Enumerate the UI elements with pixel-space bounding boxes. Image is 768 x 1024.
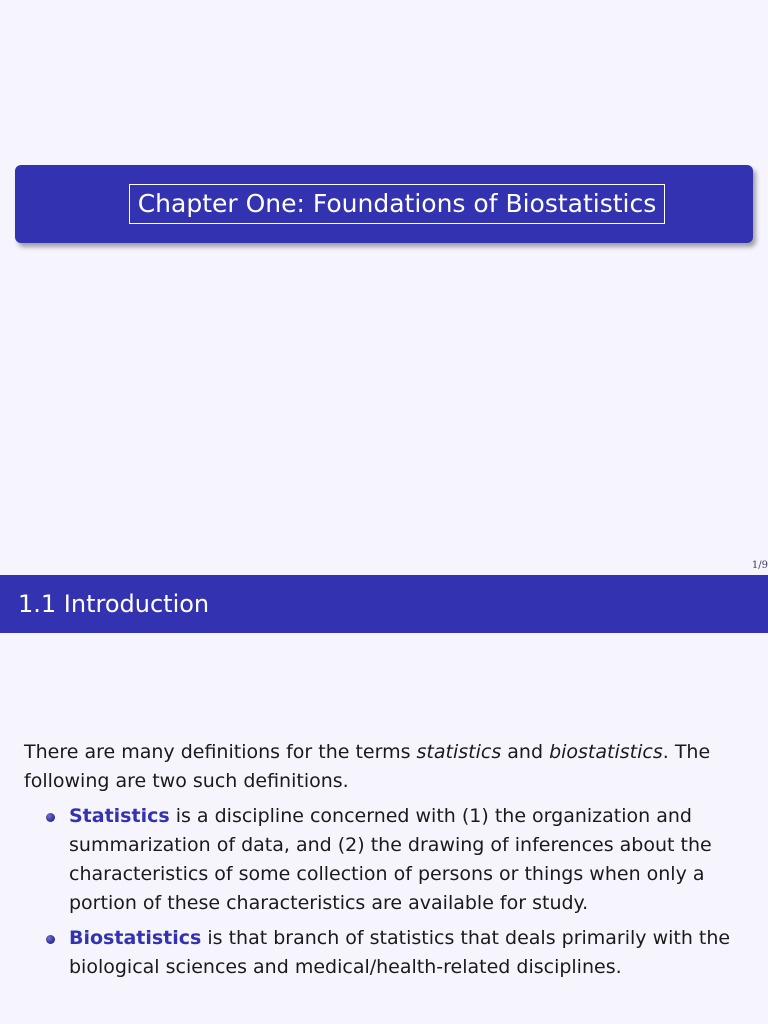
title-block	[15, 165, 753, 243]
bullet-icon	[46, 813, 55, 822]
definition-text: is that branch of statistics that deals primarily with the biological sciences and medical/health-related disciplines.	[69, 927, 731, 978]
intro-term-statistics: statistics	[416, 741, 502, 763]
intro-paragraph	[24, 738, 746, 796]
frame-title: 1.1 Introduction	[18, 590, 210, 618]
list-item	[24, 802, 746, 918]
definition-term: Biostatistics	[69, 927, 202, 949]
definition-text: is a discipline concerned with (1) the organization and summarization of data, and (2) the drawing of inferences about the characteristics of some collection of persons or things when only a portion of these characteristics are available for study.	[69, 805, 712, 914]
slide-content	[24, 738, 746, 988]
intro-term-biostatistics: biostatistics	[549, 741, 663, 763]
definition-list	[24, 802, 746, 982]
definition-term: Statistics	[69, 805, 170, 827]
list-item	[24, 924, 746, 982]
intro-text-2: and	[501, 741, 550, 763]
frame-title-bar	[0, 575, 768, 633]
intro-text-3: . The following are two such definitions.	[24, 741, 711, 792]
chapter-title: Chapter One: Foundations of Biostatistics	[129, 184, 665, 224]
page-number: 1/9	[751, 560, 768, 571]
intro-text-1: There are many definitions for the terms	[24, 741, 417, 763]
bullet-icon	[46, 935, 55, 944]
